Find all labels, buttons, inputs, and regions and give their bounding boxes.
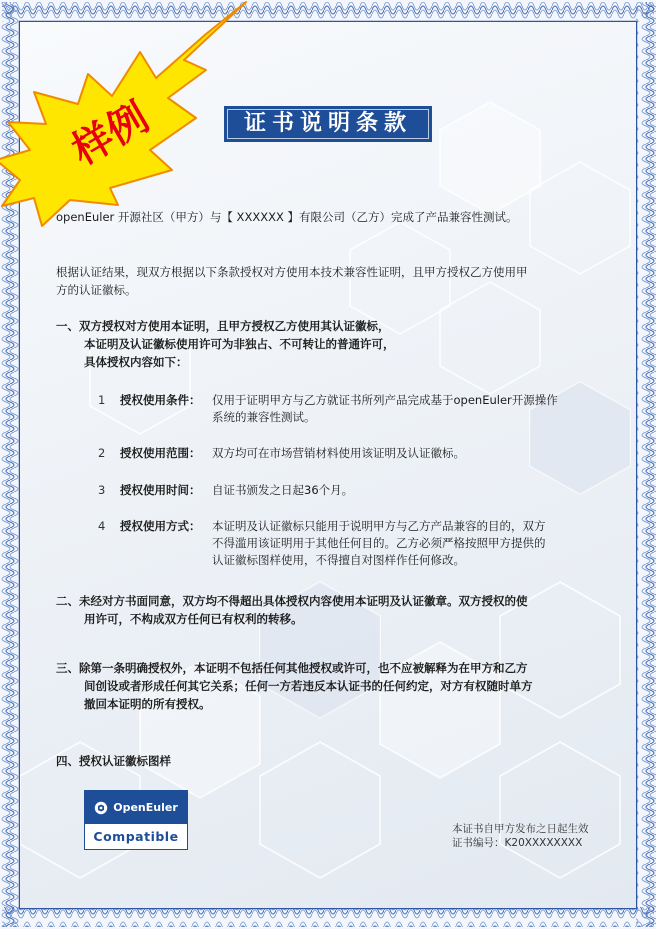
item-text: 本证明及认证徽标只能用于说明甲方与乙方产品兼容的目的，双方 <box>212 519 546 533</box>
item-label: 授权使用时间： <box>120 483 201 497</box>
compatibility-logo <box>84 790 188 850</box>
item-number: 1 <box>98 393 106 407</box>
item-label: 授权使用方式： <box>120 519 201 533</box>
section1-line-2: 本证明及认证徽标使用许可为非独占、不可转让的普通许可， <box>84 337 395 351</box>
basis-line-2: 方的认证徽标。 <box>56 283 137 297</box>
basis-line-1: 根据认证结果，现双方根据以下条款授权对方使用本技术兼容性证明，且甲方授权乙方使用甲 <box>56 265 528 279</box>
section4-heading: 四、授权认证徽标图样 <box>56 754 171 768</box>
item-number: 3 <box>98 483 106 497</box>
intro-line: openEuler 开源社区（甲方）与【 XXXXXX 】有限公司（乙方）完成了产品兼容性测试。 <box>56 210 518 224</box>
certificate-number: 证书编号：K20XXXXXXXX <box>452 837 583 849</box>
section3-line-1: 三、除第一条明确授权外，本证明不包括任何其他授权或许可，也不应被解释为在甲方和乙方 <box>56 661 528 675</box>
item-text: 不得滥用该证明用于其他任何目的。乙方必须严格按照甲方提供的 <box>212 536 546 550</box>
sample-stamp <box>0 0 260 240</box>
item-label: 授权使用范围： <box>120 446 201 460</box>
item-number: 4 <box>98 519 106 533</box>
page-title: 证书说明条款 <box>224 106 432 142</box>
section2-line-1: 二、未经对方书面同意，双方均不得超出具体授权内容使用本证明及认证徽章。双方授权的使 <box>56 594 528 608</box>
section2-line-2: 用许可，不构成双方任何已有权利的转移。 <box>84 612 303 626</box>
item-text: 系统的兼容性测试。 <box>212 410 316 424</box>
item-text: 仅用于证明甲方与乙方就证书所列产品完成基于openEuler开源操作 <box>212 393 558 407</box>
logo-badge-text: Compatible <box>93 829 179 844</box>
logo-brand-text: OpenEuler <box>113 801 178 814</box>
section3-line-2: 间创设或者形成任何其它关系；任何一方若违反本认证书的任何约定，对方有权随时单方 <box>84 679 533 693</box>
item-text: 认证徽标图样使用，不得擅自对图样作任何修改。 <box>212 553 465 567</box>
item-text: 双方均可在市场营销材料使用该证明及认证徽标。 <box>212 446 465 460</box>
item-number: 2 <box>98 446 106 460</box>
item-label: 授权使用条件： <box>120 393 201 407</box>
stamp-text: 样例 <box>64 94 157 175</box>
openeuler-mark-icon <box>94 801 108 815</box>
section1-line-3: 具体授权内容如下： <box>84 355 188 369</box>
effective-note: 本证书自甲方发布之日起生效 <box>452 823 589 835</box>
section3-line-3: 撤回本证明的所有授权。 <box>84 697 211 711</box>
section1-line-1: 一、双方授权对方使用本证明，且甲方授权乙方使用其认证徽标， <box>56 319 390 333</box>
item-text: 自证书颁发之日起36个月。 <box>212 483 354 497</box>
logo-brand-bar <box>85 791 187 824</box>
